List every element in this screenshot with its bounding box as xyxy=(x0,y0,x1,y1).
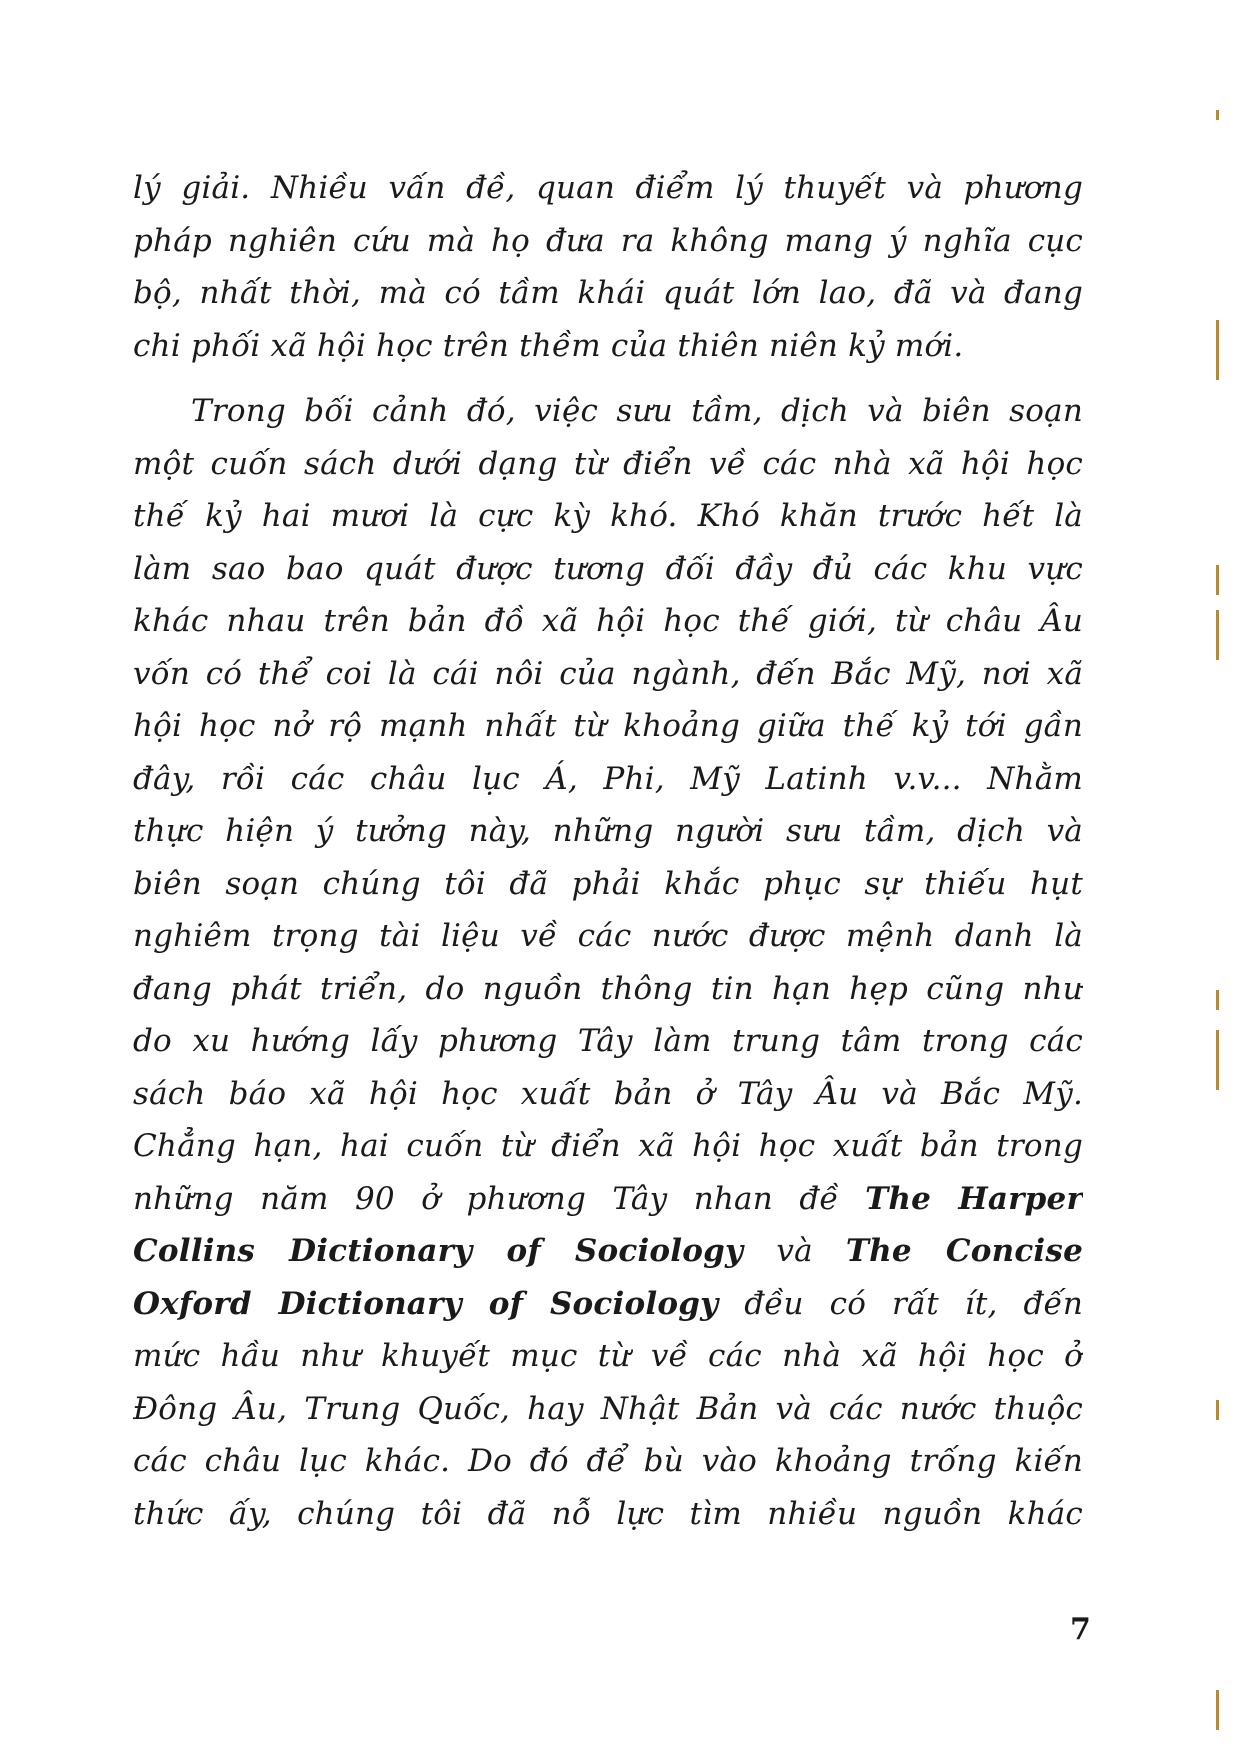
book-title: Collins Dictionary of Sociology xyxy=(133,1233,744,1269)
text-line: biên soạn chúng tôi đã phải khắc phục sự thiếu hụt xyxy=(133,865,1083,902)
text-line: nghiêm trọng tài liệu về các nước được mệnh danh là xyxy=(133,918,1083,954)
text-line: vốn có thể coi là cái nôi của ngành, đến Bắc Mỹ, nơi xã xyxy=(133,655,1083,692)
text-line-with-title xyxy=(133,1173,1083,1226)
text-line: một cuốn sách dưới dạng từ điển về các nhà xã hội học xyxy=(133,445,1083,482)
book-title: The Concise xyxy=(845,1233,1083,1269)
text-line: lý giải. Nhiều vấn đề, quan điểm lý thuyết và phương xyxy=(133,170,1083,206)
paragraph-1 xyxy=(133,162,1083,372)
text-line: đây, rồi các châu lục Á, Phi, Mỹ Latinh v.v... Nhằm xyxy=(133,760,1083,797)
text-line: pháp nghiên cứu mà họ đưa ra không mang ý nghĩa cục xyxy=(133,222,1083,259)
text-line-with-title xyxy=(133,1278,1083,1331)
text-line: khác nhau trên bản đồ xã hội học thế giới, từ châu Âu xyxy=(133,603,1083,639)
text-line: thực hiện ý tưởng này, những người sưu tầm, dịch và xyxy=(133,813,1083,849)
text-line: các châu lục khác. Do đó để bù vào khoảng trống kiến xyxy=(133,1443,1083,1479)
paragraph-gap xyxy=(133,372,1083,385)
text-line: sách báo xã hội học xuất bản ở Tây Âu và Bắc Mỹ. xyxy=(133,1075,1083,1112)
page-edge-scan-marks xyxy=(1216,0,1222,1755)
text-line: chi phối xã hội học trên thềm của thiên niên kỷ mới. xyxy=(133,327,964,364)
body-text xyxy=(133,162,1083,1540)
page-number: 7 xyxy=(1070,1612,1091,1647)
text-line: Trong bối cảnh đó, việc sưu tầm, dịch và biên soạn xyxy=(191,393,1083,429)
book-title: Oxford Dictionary of Sociology xyxy=(133,1285,719,1322)
text-line: thức ấy, chúng tôi đã nỗ lực tìm nhiều nguồn khác xyxy=(133,1495,1083,1532)
text-line: do xu hướng lấy phương Tây làm trung tâm trong các xyxy=(133,1023,1083,1059)
paragraph-2 xyxy=(133,385,1083,1540)
text-line-with-title xyxy=(133,1225,1083,1278)
text-line: Đông Âu, Trung Quốc, hay Nhật Bản và các nước thuộc xyxy=(133,1390,1083,1427)
text-line: bộ, nhất thời, mà có tầm khái quát lớn lao, đã và đang xyxy=(133,275,1083,311)
line-text: những năm 90 ở phương Tây nhan đề xyxy=(133,1180,866,1217)
text-line: đang phát triển, do nguồn thông tin hạn hẹp cũng như xyxy=(133,970,1083,1007)
book-title: The Harper xyxy=(865,1180,1083,1217)
text-line: làm sao bao quát được tương đối đầy đủ các khu vực xyxy=(133,550,1083,587)
text-line: thế kỷ hai mươi là cực kỳ khó. Khó khăn trước hết là xyxy=(133,498,1083,534)
text-line: Chẳng hạn, hai cuốn từ điển xã hội học xuất bản trong xyxy=(133,1128,1083,1164)
line-text: và xyxy=(743,1233,846,1269)
text-line: mức hầu như khuyết mục từ về các nhà xã hội học ở xyxy=(133,1338,1083,1374)
line-text: đều có rất ít, đến xyxy=(718,1285,1083,1322)
text-line: hội học nở rộ mạnh nhất từ khoảng giữa thế kỷ tới gần xyxy=(133,708,1083,744)
